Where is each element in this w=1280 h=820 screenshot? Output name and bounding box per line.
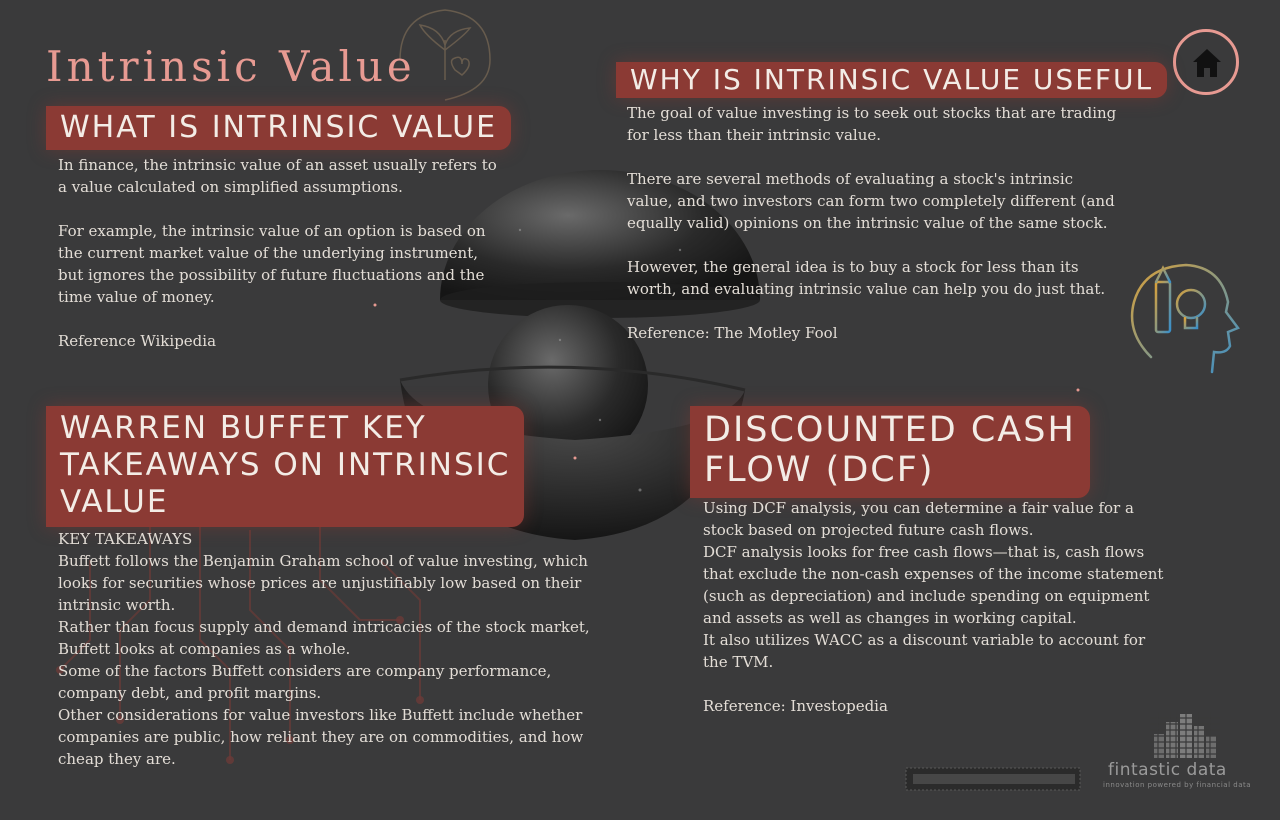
what-body (58, 154, 498, 352)
dcf-heading (690, 406, 1090, 498)
why-heading: WHY IS INTRINSIC VALUE USEFUL (616, 62, 1167, 98)
buffett-heading (46, 406, 524, 527)
logo-name: fintastic data (1108, 760, 1227, 780)
page-title: Intrinsic Value (46, 42, 416, 91)
home-button[interactable] (1173, 29, 1239, 95)
what-reference: Reference Wikipedia (58, 332, 217, 350)
what-paragraph-1: In finance, the intrinsic value of an asset usually refers to a value calculated on simplified assumptions. (58, 156, 497, 196)
fintastic-data-logo (1100, 712, 1270, 792)
why-paragraph-2: There are several methods of evaluating a stock's intrinsic value, and two investors can form two completely different (and equally valid) opinions on the intrinsic value of the same stock. (627, 170, 1115, 232)
buffett-body (58, 528, 608, 770)
head-ideas-icon (1126, 262, 1246, 377)
buffett-heading-line-1: WARREN BUFFET KEY (60, 410, 427, 446)
dcf-heading-line-1: DISCOUNTED CASH (704, 410, 1076, 450)
buffett-line-1: KEY TAKEAWAYS (58, 530, 193, 548)
dcf-heading-line-2: FLOW (DCF) (704, 450, 935, 490)
buffett-line-5: Other considerations for value investors like Buffett include whether companies are public, how reliant they are on commodities, and how cheap they are. (58, 706, 584, 768)
why-reference: Reference: The Motley Fool (627, 324, 838, 342)
dcf-body (703, 497, 1168, 717)
why-body (627, 102, 1117, 344)
scribble-mark (905, 766, 1083, 792)
home-icon (1190, 46, 1224, 80)
why-paragraph-1: The goal of value investing is to seek out stocks that are trading for less than their intrinsic value. (627, 104, 1117, 144)
buffett-line-3: Rather than focus supply and demand intricacies of the stock market, Buffett looks at companies as a whole. (58, 618, 590, 658)
buffett-line-2: Buffett follows the Benjamin Graham school of value investing, which looks for securities whose prices are unjustifiably low based on their intrinsic worth. (58, 552, 588, 614)
dcf-line-2: DCF analysis looks for free cash flows—that is, cash flows that exclude the non-cash expenses of the income statement (such as depreciation) and include spending on equipment and assets as well as changes in working capital. (703, 543, 1164, 627)
buffett-heading-line-2: TAKEAWAYS ON INTRINSIC (60, 447, 511, 483)
logo-tagline: innovation powered by financial data (1103, 781, 1252, 789)
dcf-reference: Reference: Investopedia (703, 697, 888, 715)
city-grid-icon (1150, 712, 1220, 760)
buffett-heading-line-3: VALUE (60, 484, 169, 520)
why-paragraph-3: However, the general idea is to buy a stock for less than its worth, and evaluating intrinsic value can help you do just that. (627, 258, 1106, 298)
buffett-line-4: Some of the factors Buffett considers are company performance, company debt, and profit margins. (58, 662, 552, 702)
what-heading: WHAT IS INTRINSIC VALUE (46, 106, 511, 150)
what-paragraph-2: For example, the intrinsic value of an option is based on the current market value of the underlying instrument, but ignores the possibility of future fluctuations and the time value of money. (58, 222, 486, 306)
dcf-line-3: It also utilizes WACC as a discount variable to account for the TVM. (703, 631, 1146, 671)
dcf-line-1: Using DCF analysis, you can determine a fair value for a stock based on projected future cash flows. (703, 499, 1134, 539)
